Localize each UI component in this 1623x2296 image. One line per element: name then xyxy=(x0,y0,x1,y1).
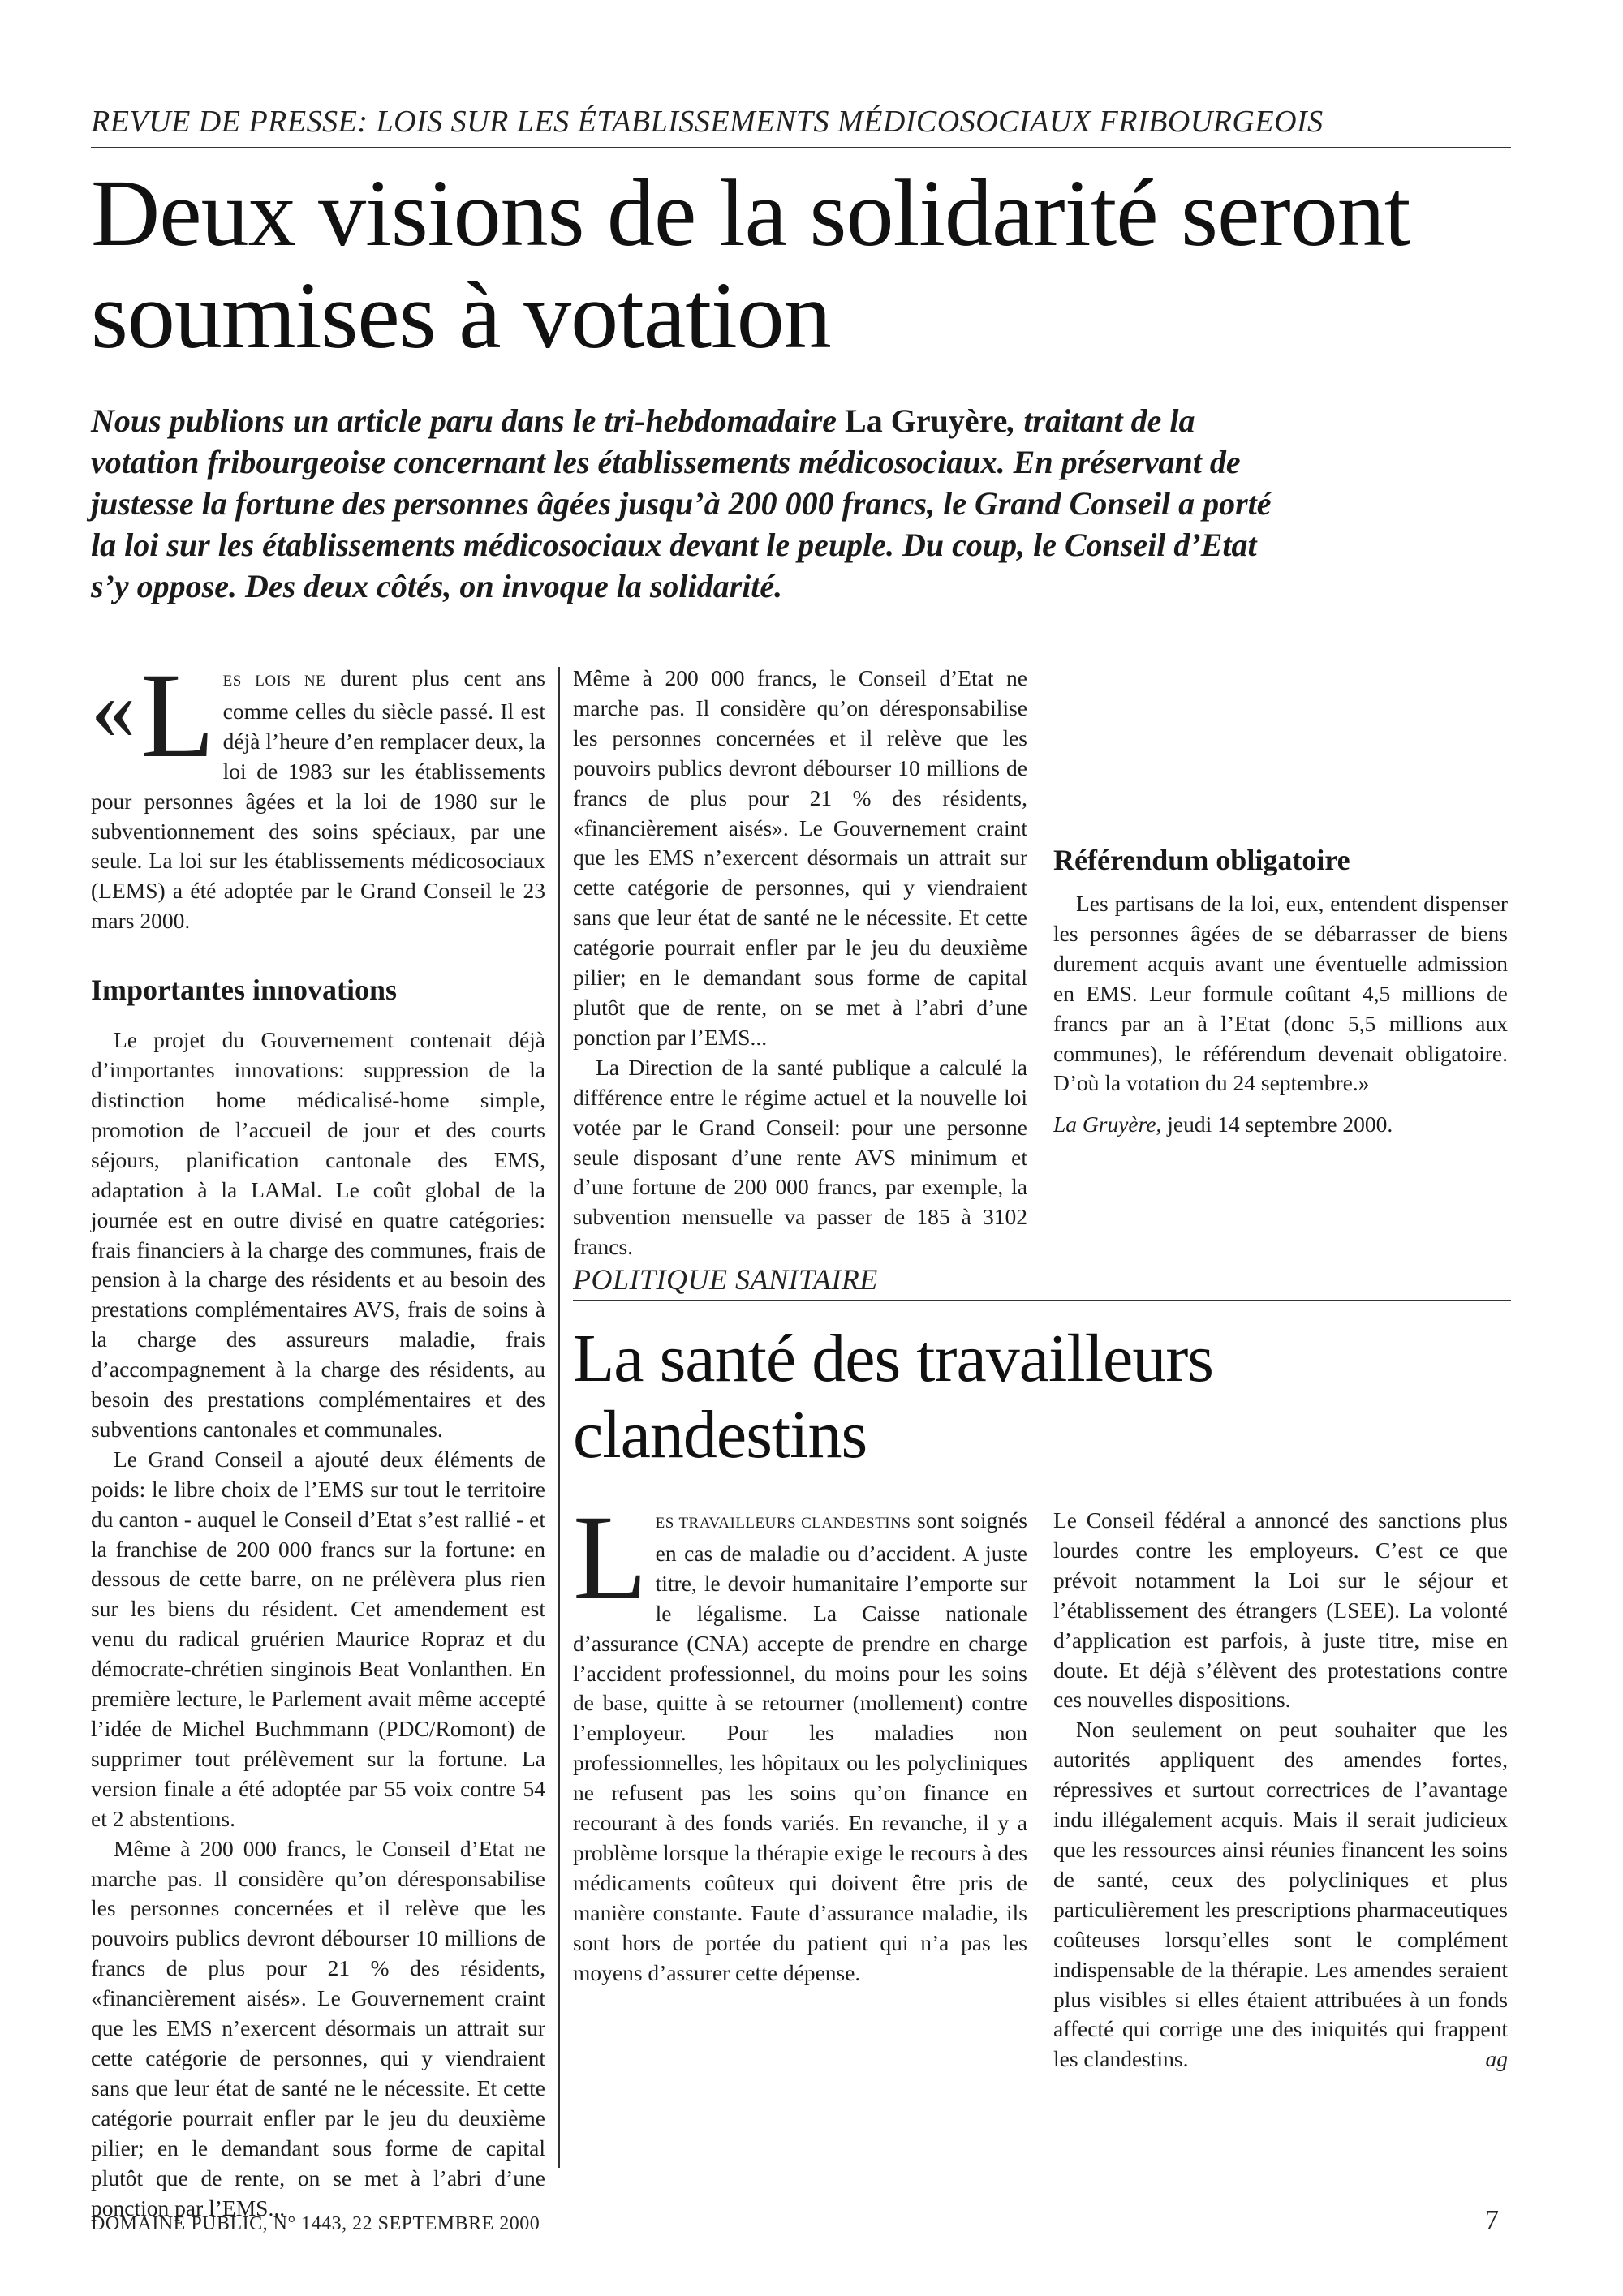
article1-column-2 xyxy=(573,664,1027,1262)
article1-paragraph-4-cont: Même à 200 000 francs, le Conseil d’Etat ne marche pas. Il considère qu’on déresponsabilise les personnes concernées et il relève que les pouvoirs publics devront débourser 10 millions de francs de plus pour 21 % des résidents, «financièrement aisés». Le Gouvernement craint que les EMS n’exercent désormais un attrait sur cette catégorie de personnes, qui y viendraient sans que leur état de santé ne le nécessite. Et cette catégorie pourrait enfler par le jeu du deuxième pilier; en le demandant sous forme de capital plutôt que de rente, on se met à l’abri d’une ponction par l’EMS... xyxy=(573,665,1027,1050)
article1-paragraph-6: Les partisans de la loi, eux, entendent dispenser les personnes âgées de se débarrasser de biens durement acquis avant une éventuelle admission en EMS. Leur formule coûtant 4,5 millions de francs par an à l’Etat (donc 5,5 millions aux communes), le référendum devenait obligatoire. D’où la votation du 24 septembre.» xyxy=(1053,891,1508,1096)
article1-source xyxy=(1053,1110,1508,1140)
lead-journal-name: La Gruyère xyxy=(845,402,1008,439)
article2-paragraph-1 xyxy=(573,1490,1027,1989)
heading-referendum-obligatoire: Référendum obligatoire xyxy=(1053,844,1350,876)
article2-dropcap-letter: L xyxy=(573,1490,648,1625)
article1-title-line2: soumises à votation xyxy=(91,262,831,368)
article2-opening-smallcaps: ES TRAVAILLEURS CLANDESTINS xyxy=(655,1515,911,1532)
article1-column-1 xyxy=(91,648,545,2221)
lead-text-after: , traitant de la votation fribourgeoise concernant les établissements médicosociaux. En préservant de justesse la fortune des personnes âgées jusqu’à 200 000 francs, le Grand Conseil a porté la loi sur les établissements médicosociaux devant le peuple. Du coup, le Conseil d’Etat s’y oppose. Des deux côtés, on invoque la solidarité. xyxy=(91,402,1272,604)
article1-column-3 xyxy=(1053,664,1508,1140)
article1-rubric: REVUE DE PRESSE: LOIS SUR LES ÉTABLISSEMENTS MÉDICOSOCIAUX FRIBOURGEOIS xyxy=(91,105,1324,139)
opening-smallcaps: ES LOIS NE xyxy=(222,673,326,690)
footer-publication: DOMAINE PUBLIC, N° 1443, 22 SEPTEMBRE 2000 xyxy=(91,2213,540,2234)
source-date: , jeudi 14 septembre 2000. xyxy=(1156,1111,1393,1137)
article1-paragraph-4-start xyxy=(91,1834,545,2221)
article1-paragraph-5: La Direction de la santé publique a calculé la différence entre le régime actuel et la nouvelle loi votée par le Grand Conseil: pour une personne seule disposant d’une rente AVS minimum et d’une fortune de 200 000 francs, par exemple, la subvention mensuelle va passer de 185 à 3102 francs. xyxy=(573,1054,1027,1260)
article2-paragraph-1-text: sont soignés en cas de maladie ou d’accident. A juste titre, le devoir humanitaire l’emporte sur le légalisme. La Caisse nationale d’assurance (CNA) accepte de prendre en charge l’accident professionnel, du moins pour les soins de base, quitte à se retourner (mollement) contre l’employeur. Pour les maladies non professionnelles, les hôpitaux ou les polycliniques ne refusent pas les soins qu’on finance en recourant à des fonds variés. En revanche, il y a problème lorsque la thérapie exige le recours à des médicaments coûteux qui doivent être pris de manière constante. Faute d’assurance maladie, ils sont hors de portée du patient qui n’a pas les moyens d’assurer cette dépense. xyxy=(573,1507,1027,1985)
article2-title-line2: clandestins xyxy=(573,1397,867,1473)
article2-paragraph-3 xyxy=(1053,1715,1508,2075)
article1-header-rule xyxy=(91,147,1511,148)
source-journal: La Gruyère xyxy=(1053,1111,1156,1137)
heading-importantes-innovations: Importantes innovations xyxy=(91,974,398,1007)
column-divider xyxy=(558,667,560,2168)
article2-column-1 xyxy=(573,1490,1027,1989)
paragraph-1-text: durent plus cent ans comme celles du siècle passé. Il est déjà l’heure d’en remplacer deux, la loi de 1983 sur les établissements pour personnes âgées et la loi de 1980 sur le subventionnement des soins spéciaux, par une seule. La loi sur les établissements médicosociaux (LEMS) a été adoptée par le Grand Conseil le 23 mars 2000. xyxy=(91,665,545,934)
article1-paragraph-3: Le Grand Conseil a ajouté deux éléments de poids: le libre choix de l’EMS sur tout le territoire du canton - auquel le Conseil d’Etat s’est rallié - et la franchise de 200 000 francs sur la fortune: en dessous de cette barre, on ne prélèvera plus rien sur les biens du résident. Cet amendement est venu du radical gruérien Maurice Ropraz et du démocrate-chrétien singinois Beat Vonlanthen. En première lecture, le Parlement avait même accepté l’idée de Michel Buchmmann (PDC/Romont) de supprimer tout prélèvement sur la fortune. La version finale a été adoptée par 55 voix contre 54 et 2 abstentions. xyxy=(91,1446,545,1831)
article1-paragraph-2: Le projet du Gouvernement contenait déjà d’importantes innovations: suppression de la distinction home médicalisé-home simple, promotion de l’accueil de jour et des courts séjours, planification cantonale des EMS, adaptation à la LAMal. Le coût global de la journée est en outre divisé en quatre catégories: frais financiers à la charge des communes, frais de pension à la charge des résidents et au besoin des prestations complémentaires AVS, frais de soins à la charge des assureurs maladie, frais d’accompagnement à la charge des résidents, au besoin des prestations complémentaires et des subventions cantonales et communales. xyxy=(91,1027,545,1442)
article2-title-line1: La santé des travailleurs xyxy=(573,1321,1213,1396)
article2-column-2 xyxy=(1053,1506,1508,2075)
page-number: 7 xyxy=(1485,2205,1499,2235)
article1-title xyxy=(91,162,1410,367)
dropcap-quote: « xyxy=(91,659,136,758)
article2-paragraph-3-text: Non seulement on peut souhaiter que les autorités appliquent des amendes fortes, répressives et surtout correctrices de l’avantage indu illégalement acquis. Mais il serait judicieux que les ressources ainsi réunies financent les soins de santé, ceux des polycliniques et plus particulièrement les prescriptions pharmaceutiques coûteuses lorsqu’elles sont le complément indispensable de la thérapie. Les amendes seraient plus visibles si elles étaient attribuées à un fonds affecté qui corrige une des iniquités qui frappent les clandestins. xyxy=(1053,1717,1508,2072)
article2-header-rule xyxy=(573,1300,1511,1301)
lead-text-before: Nous publions un article paru dans le tri-hebdomadaire xyxy=(91,402,846,439)
article2-rubric: POLITIQUE SANITAIRE xyxy=(573,1263,878,1296)
article1-paragraph-1 xyxy=(91,648,545,936)
article1-title-line1: Deux visions de la solidarité seront xyxy=(91,160,1410,266)
dropcap-letter: L xyxy=(140,648,215,783)
paragraph-4-text: Même à 200 000 francs, le Conseil d’Etat ne marche pas. Il considère qu’on déresponsabilise les personnes concernées et il relève que les pouvoirs publics devront débourser 10 millions de francs de plus pour 21 % des résidents, «financièrement aisés». Le Gouvernement craint que les EMS n’exercent désormais un attrait sur cette catégorie de personnes, qui y viendraient sans que leur état de santé ne le nécessite. Et cette catégorie pourrait enfler par le jeu du deuxième pilier; en le demandant sous forme de capital plutôt que de rente, on se met à l’abri d’une ponction par l’EMS... xyxy=(91,1835,545,2221)
author-signature: ag xyxy=(1485,2046,1508,2072)
article1-lead xyxy=(91,400,1276,607)
article2-paragraph-2: Le Conseil fédéral a annoncé des sanctions plus lourdes contre les employeurs. C’est ce que prévoit notamment la Loi sur le séjour et l’établissement des étrangers (LSEE). La volonté d’application est parfois, à juste titre, mise en doute. Et déjà s’élèvent des protestations contre ces nouvelles dispositions. xyxy=(1053,1507,1508,1713)
article2-title xyxy=(573,1321,1213,1473)
